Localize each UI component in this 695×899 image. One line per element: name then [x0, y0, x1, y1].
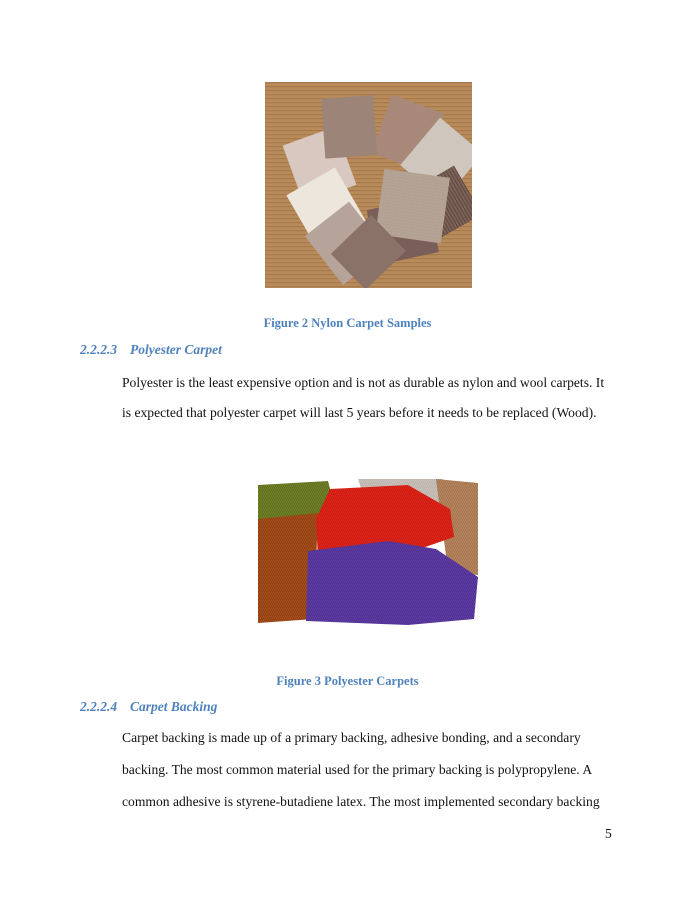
page-number: 5: [605, 826, 612, 841]
figure-2-caption: Figure 2 Nylon Carpet Samples: [263, 316, 432, 330]
figure-3-image: [258, 479, 478, 626]
section-heading-backing: [80, 699, 217, 715]
paragraph-line: common adhesive is styrene-butadiene latex. The most implemented secondary backing: [122, 794, 600, 809]
section-title: Carpet Backing: [130, 699, 218, 714]
paragraph-line: backing. The most common material used for the primary backing is polypropylene. A: [122, 762, 593, 777]
section-title: Polyester Carpet: [130, 342, 222, 357]
paragraph-line: is expected that polyester carpet will last 5 years before it needs to be replaced (Wood).: [122, 405, 597, 420]
figure-2-image: [265, 82, 472, 288]
section-number: 2.2.2.3: [80, 342, 118, 357]
paragraph-line: Carpet backing is made up of a primary backing, adhesive bonding, and a secondary: [122, 730, 581, 745]
paragraph-line: Polyester is the least expensive option and is not as durable as nylon and wool carpets. It: [122, 375, 605, 390]
section-heading-polyester: [80, 342, 222, 358]
section-number: 2.2.2.4: [80, 699, 118, 714]
figure-3-caption: Figure 3 Polyester Carpets: [276, 674, 419, 688]
